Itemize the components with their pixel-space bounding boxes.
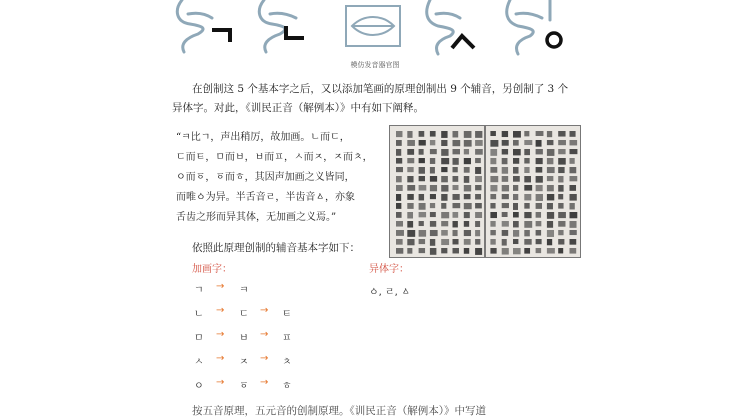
manuscript-glyph (464, 140, 472, 147)
manuscript-glyph (524, 212, 531, 218)
manuscript-glyph (464, 131, 472, 138)
manuscript-glyph (524, 167, 529, 173)
quote-line: ㄷ而ㅌ，ㅁ而ㅂ，ㅂ而ㅍ，ㅅ而ㅈ，ㅈ而ㅊ， (176, 152, 373, 163)
jamo-cell: ㄷ (239, 309, 249, 320)
manuscript-glyph (536, 212, 541, 218)
manuscript-glyph (570, 176, 578, 181)
manuscript-glyph (547, 140, 554, 145)
arrow-icon: → (216, 377, 225, 388)
quote-line: 而唯ㆁ为异。半舌音ㄹ，半齿音ㅿ，亦象 (176, 192, 355, 203)
intro-line-1: 在创制这 5 个基本字之后，又以添加笔画的原理创制出 9 个辅音，另创制了 3 个 (192, 83, 569, 95)
manuscript-glyph (524, 149, 530, 155)
manuscript-glyph (558, 194, 563, 199)
manuscript-glyph (464, 221, 469, 227)
manuscript-glyph (547, 203, 553, 209)
manuscript-glyph (502, 194, 509, 199)
manuscript-glyph (419, 176, 425, 181)
manuscript-glyph (453, 203, 461, 208)
glyph-g (212, 30, 230, 42)
head-profile-1 (177, 0, 212, 52)
manuscript-glyph (558, 248, 563, 253)
manuscript-glyph (453, 131, 459, 137)
manuscript-glyph (490, 248, 496, 254)
articulation-heads (168, 0, 568, 58)
manuscript-glyph (558, 185, 563, 192)
manuscript-glyph (558, 167, 564, 173)
manuscript-glyph (502, 149, 508, 155)
manuscript-glyph (441, 185, 448, 192)
manuscript-glyph (453, 185, 459, 190)
manuscript-glyph (475, 230, 480, 236)
glyph-s (452, 36, 474, 48)
manuscript-glyph (524, 158, 529, 164)
manuscript-glyph (475, 212, 482, 218)
jamo-cell: ㆆ (239, 381, 249, 392)
manuscript-glyph (558, 212, 566, 218)
manuscript-glyph (441, 221, 448, 226)
manuscript-glyph (407, 149, 414, 155)
manuscript-glyph (441, 176, 448, 182)
manuscript-glyph (464, 212, 470, 218)
manuscript-glyph (547, 212, 554, 219)
manuscript-glyph (524, 185, 532, 191)
manuscript-glyph (419, 158, 425, 163)
manuscript-glyph (407, 131, 412, 138)
manuscript-glyph (396, 158, 402, 164)
manuscript-glyph (558, 221, 565, 227)
manuscript-glyph (430, 140, 435, 145)
manuscript-glyph (502, 212, 508, 217)
lips-box (346, 6, 400, 46)
manuscript-glyph (453, 212, 459, 218)
manuscript-glyph (453, 194, 460, 200)
manuscript-texture (390, 126, 580, 257)
variant-list: ㆁ, ㄹ, ㅿ (369, 287, 411, 298)
manuscript-glyph (407, 230, 415, 237)
quote-line: 舌齿之形而异其体，无加画之义焉。” (176, 212, 337, 223)
manuscript-glyph (453, 158, 459, 165)
arrow-icon: → (216, 305, 225, 316)
manuscript-glyph (513, 167, 519, 174)
manuscript-glyph (547, 158, 554, 164)
manuscript-glyph (547, 176, 553, 181)
manuscript-glyph (453, 221, 458, 227)
manuscript-glyph (441, 212, 449, 218)
glyph-n (286, 26, 304, 38)
manuscript-glyph (502, 230, 508, 236)
manuscript-glyph (570, 140, 578, 145)
intro-line-2: 异体字。对此，《训民正音（解例本）》中有如下阐释。 (172, 102, 424, 114)
manuscript-glyph (396, 185, 403, 191)
manuscript-glyph (430, 203, 435, 208)
jamo-cell: ㅊ (282, 357, 292, 368)
manuscript-glyph (419, 149, 424, 155)
manuscript-glyph (396, 194, 401, 201)
manuscript-glyph (536, 221, 542, 226)
manuscript-glyph (570, 221, 577, 228)
manuscript-glyph (430, 248, 436, 255)
manuscript-glyph (407, 167, 413, 172)
manuscript-glyph (475, 248, 482, 255)
manuscript-glyph (570, 203, 575, 209)
manuscript-glyph (430, 194, 436, 199)
jamo-cell: ㅌ (282, 309, 292, 320)
manuscript-glyph (536, 158, 543, 164)
quote-line: ㅇ而ㆆ，ㆆ而ㅎ，其因声加画之义皆同， (176, 172, 355, 183)
manuscript-glyph (475, 149, 483, 155)
jamo-cell: ㅈ (239, 357, 249, 368)
manuscript-glyph (430, 239, 435, 246)
manuscript-scan-image (389, 125, 581, 258)
manuscript-glyph (407, 176, 413, 182)
manuscript-glyph (490, 203, 495, 209)
manuscript-glyph (419, 167, 425, 174)
arrow-icon: → (260, 329, 269, 340)
jamo-cell: ㅂ (239, 333, 249, 344)
manuscript-glyph (513, 131, 521, 138)
manuscript-glyph (419, 194, 424, 200)
manuscript-glyph (547, 221, 553, 228)
manuscript-glyph (475, 185, 481, 190)
manuscript-glyph (453, 149, 460, 154)
manuscript-glyph (490, 185, 497, 191)
manuscript-glyph (502, 167, 508, 174)
quote-block (176, 128, 381, 228)
manuscript-glyph (547, 185, 554, 191)
manuscript-glyph (419, 203, 426, 210)
manuscript-glyph (547, 248, 555, 254)
manuscript-glyph (396, 167, 403, 172)
manuscript-glyph (536, 167, 543, 173)
manuscript-glyph (536, 239, 542, 244)
manuscript-glyph (464, 248, 469, 254)
manuscript-glyph (524, 140, 532, 145)
arrow-icon: → (216, 281, 225, 292)
jamo-cell: ㅋ (239, 285, 249, 296)
manuscript-glyph (430, 149, 437, 154)
manuscript-glyph (396, 230, 404, 236)
basis-text: 依照此原理创制的辅音基本字如下： (192, 242, 360, 254)
manuscript-glyph (502, 185, 509, 191)
manuscript-glyph (502, 140, 509, 146)
manuscript-glyph (547, 131, 552, 137)
manuscript-glyph (524, 203, 529, 209)
arrow-icon: → (216, 353, 225, 364)
manuscript-glyph (441, 131, 447, 138)
manuscript-glyph (453, 176, 459, 182)
head-profile-5 (507, 0, 550, 54)
manuscript-glyph (419, 221, 424, 226)
manuscript-glyph (464, 230, 471, 236)
manuscript-glyph (513, 149, 521, 155)
manuscript-glyph (524, 221, 532, 228)
manuscript-glyph (441, 194, 447, 201)
jamo-cell: ㅍ (282, 333, 292, 344)
manuscript-glyph (475, 167, 481, 174)
manuscript-glyph (524, 176, 531, 182)
manuscript-glyph (536, 149, 543, 154)
manuscript-glyph (502, 158, 508, 164)
manuscript-glyph (419, 212, 426, 217)
manuscript-glyph (475, 131, 482, 138)
manuscript-glyph (419, 230, 426, 237)
manuscript-glyph (536, 131, 544, 136)
manuscript-glyph (396, 212, 402, 218)
figure-caption: 模仿发音器官图 (350, 61, 400, 69)
manuscript-glyph (453, 140, 461, 146)
manuscript-glyph (536, 194, 543, 201)
intro-paragraph (172, 80, 592, 118)
manuscript-glyph (430, 131, 436, 137)
manuscript-glyph (407, 248, 412, 254)
manuscript-glyph (419, 131, 425, 137)
manuscript-glyph (430, 158, 435, 164)
manuscript-glyph (490, 149, 497, 156)
manuscript-glyph (513, 248, 521, 254)
manuscript-glyph (396, 131, 402, 137)
manuscript-glyph (570, 158, 575, 164)
manuscript-glyph (524, 131, 529, 136)
manuscript-glyph (547, 230, 554, 237)
manuscript-glyph (558, 140, 566, 145)
manuscript-glyph (570, 212, 578, 218)
manuscript-glyph (502, 203, 509, 208)
arrow-icon: → (260, 377, 269, 388)
manuscript-glyph (570, 131, 576, 137)
manuscript-glyph (441, 140, 447, 146)
manuscript-glyph (502, 176, 508, 182)
manuscript-glyph (524, 194, 531, 200)
jamo-cell: ㄱ (194, 285, 204, 296)
manuscript-glyph (441, 167, 447, 172)
manuscript-glyph (464, 239, 471, 245)
manuscript-glyph (490, 158, 496, 164)
manuscript-glyph (570, 185, 577, 191)
arrow-icon: → (216, 329, 225, 340)
manuscript-glyph (441, 230, 448, 236)
manuscript-glyph (475, 176, 482, 182)
manuscript-glyph (407, 140, 415, 146)
manuscript-glyph (502, 248, 509, 255)
manuscript-glyph (441, 149, 448, 156)
jamo-cell: ㅎ (282, 381, 292, 392)
manuscript-glyph (524, 248, 530, 254)
manuscript-glyph (441, 203, 446, 209)
manuscript-glyph (570, 194, 577, 201)
manuscript-glyph (536, 248, 542, 253)
manuscript-glyph (475, 194, 481, 199)
manuscript-glyph (570, 239, 577, 245)
manuscript-glyph (502, 239, 507, 246)
manuscript-glyph (396, 248, 403, 254)
manuscript-glyph (570, 149, 578, 154)
manuscript-glyph (513, 140, 519, 146)
manuscript-glyph (464, 194, 471, 199)
manuscript-glyph (547, 167, 555, 173)
manuscript-glyph (513, 230, 519, 237)
added-stroke-table (192, 281, 362, 401)
manuscript-glyph (430, 221, 436, 227)
manuscript-glyph (419, 248, 425, 253)
manuscript-glyph (430, 212, 436, 217)
manuscript-glyph (513, 212, 519, 217)
variant-header: 异体字： (369, 264, 409, 275)
manuscript-glyph (536, 176, 543, 183)
manuscript-glyph (490, 176, 498, 182)
glyph-o (547, 33, 561, 47)
manuscript-glyph (419, 140, 426, 146)
manuscript-glyph (558, 176, 563, 182)
manuscript-glyph (464, 158, 471, 164)
manuscript-glyph (475, 140, 483, 146)
manuscript-glyph (441, 239, 449, 245)
manuscript-glyph (547, 239, 552, 245)
manuscript-glyph (524, 239, 531, 245)
quote-line: “ㅋ比ㄱ，声出稍厉，故加画。ㄴ而ㄷ， (176, 132, 350, 143)
manuscript-glyph (475, 239, 480, 245)
manuscript-glyph (513, 221, 519, 227)
manuscript-glyph (570, 248, 577, 254)
bottom-partial-line: 按五音原理，五元音的创制原理。《训民正音（解例本）》中写道 (192, 405, 486, 417)
jamo-cell: ㅅ (194, 357, 204, 368)
manuscript-glyph (441, 158, 449, 164)
manuscript-glyph (475, 158, 481, 163)
manuscript-glyph (430, 230, 438, 236)
manuscript-glyph (513, 239, 518, 244)
manuscript-glyph (396, 149, 401, 156)
manuscript-glyph (524, 230, 530, 236)
head-profile-2 (259, 0, 296, 52)
manuscript-glyph (396, 203, 401, 209)
manuscript-glyph (441, 248, 447, 253)
manuscript-glyph (490, 194, 496, 199)
manuscript-glyph (490, 221, 495, 227)
manuscript-glyph (453, 230, 458, 236)
jamo-cell: ㅁ (194, 333, 204, 344)
manuscript-glyph (407, 203, 413, 209)
manuscript-glyph (430, 176, 437, 182)
manuscript-glyph (502, 131, 508, 137)
manuscript-glyph (547, 194, 554, 200)
manuscript-glyph (407, 194, 413, 200)
manuscript-glyph (547, 149, 555, 156)
manuscript-glyph (464, 167, 470, 173)
manuscript-glyph (407, 221, 413, 228)
manuscript-glyph (570, 230, 577, 235)
manuscript-glyph (513, 176, 520, 182)
manuscript-glyph (475, 203, 482, 208)
manuscript-glyph (396, 176, 402, 182)
manuscript-glyph (558, 158, 566, 165)
arrow-icon: → (260, 353, 269, 364)
manuscript-glyph (558, 149, 565, 154)
manuscript-glyph (536, 230, 542, 236)
manuscript-glyph (464, 185, 471, 191)
manuscript-glyph (407, 185, 415, 191)
manuscript-glyph (453, 248, 459, 253)
manuscript-glyph (407, 239, 414, 245)
manuscript-glyph (490, 167, 497, 173)
manuscript-glyph (513, 185, 518, 191)
manuscript-glyph (464, 149, 469, 154)
manuscript-glyph (464, 203, 472, 209)
manuscript-glyph (490, 131, 496, 136)
articulation-figure (168, 0, 568, 58)
manuscript-glyph (502, 221, 509, 227)
manuscript-glyph (396, 221, 403, 227)
manuscript-glyph (475, 221, 480, 227)
manuscript-glyph (407, 158, 414, 163)
manuscript-glyph (407, 212, 413, 218)
manuscript-glyph (558, 239, 564, 245)
manuscript-glyph (430, 167, 435, 174)
manuscript-glyph (419, 185, 427, 191)
added-stroke-header: 加画字： (192, 264, 232, 275)
manuscript-glyph (536, 203, 542, 209)
manuscript-glyph (558, 230, 563, 235)
manuscript-glyph (513, 158, 519, 164)
manuscript-glyph (490, 230, 495, 235)
manuscript-glyph (558, 131, 565, 137)
arrow-icon: → (260, 305, 269, 316)
jamo-cell: ㄴ (194, 309, 204, 320)
manuscript-glyph (396, 140, 402, 146)
manuscript-glyph (464, 176, 469, 183)
manuscript-glyph (419, 239, 425, 244)
manuscript-glyph (453, 239, 459, 244)
jamo-cell: ㅇ (194, 381, 204, 392)
manuscript-glyph (490, 140, 498, 147)
manuscript-glyph (396, 239, 403, 245)
manuscript-glyph (490, 212, 497, 218)
manuscript-glyph (490, 239, 495, 245)
manuscript-glyph (536, 185, 543, 191)
manuscript-glyph (513, 194, 518, 200)
manuscript-glyph (570, 167, 577, 173)
manuscript-glyph (536, 140, 542, 147)
manuscript-glyph (453, 167, 458, 172)
manuscript-glyph (513, 203, 518, 210)
manuscript-glyph (558, 203, 563, 209)
manuscript-glyph (430, 185, 437, 191)
